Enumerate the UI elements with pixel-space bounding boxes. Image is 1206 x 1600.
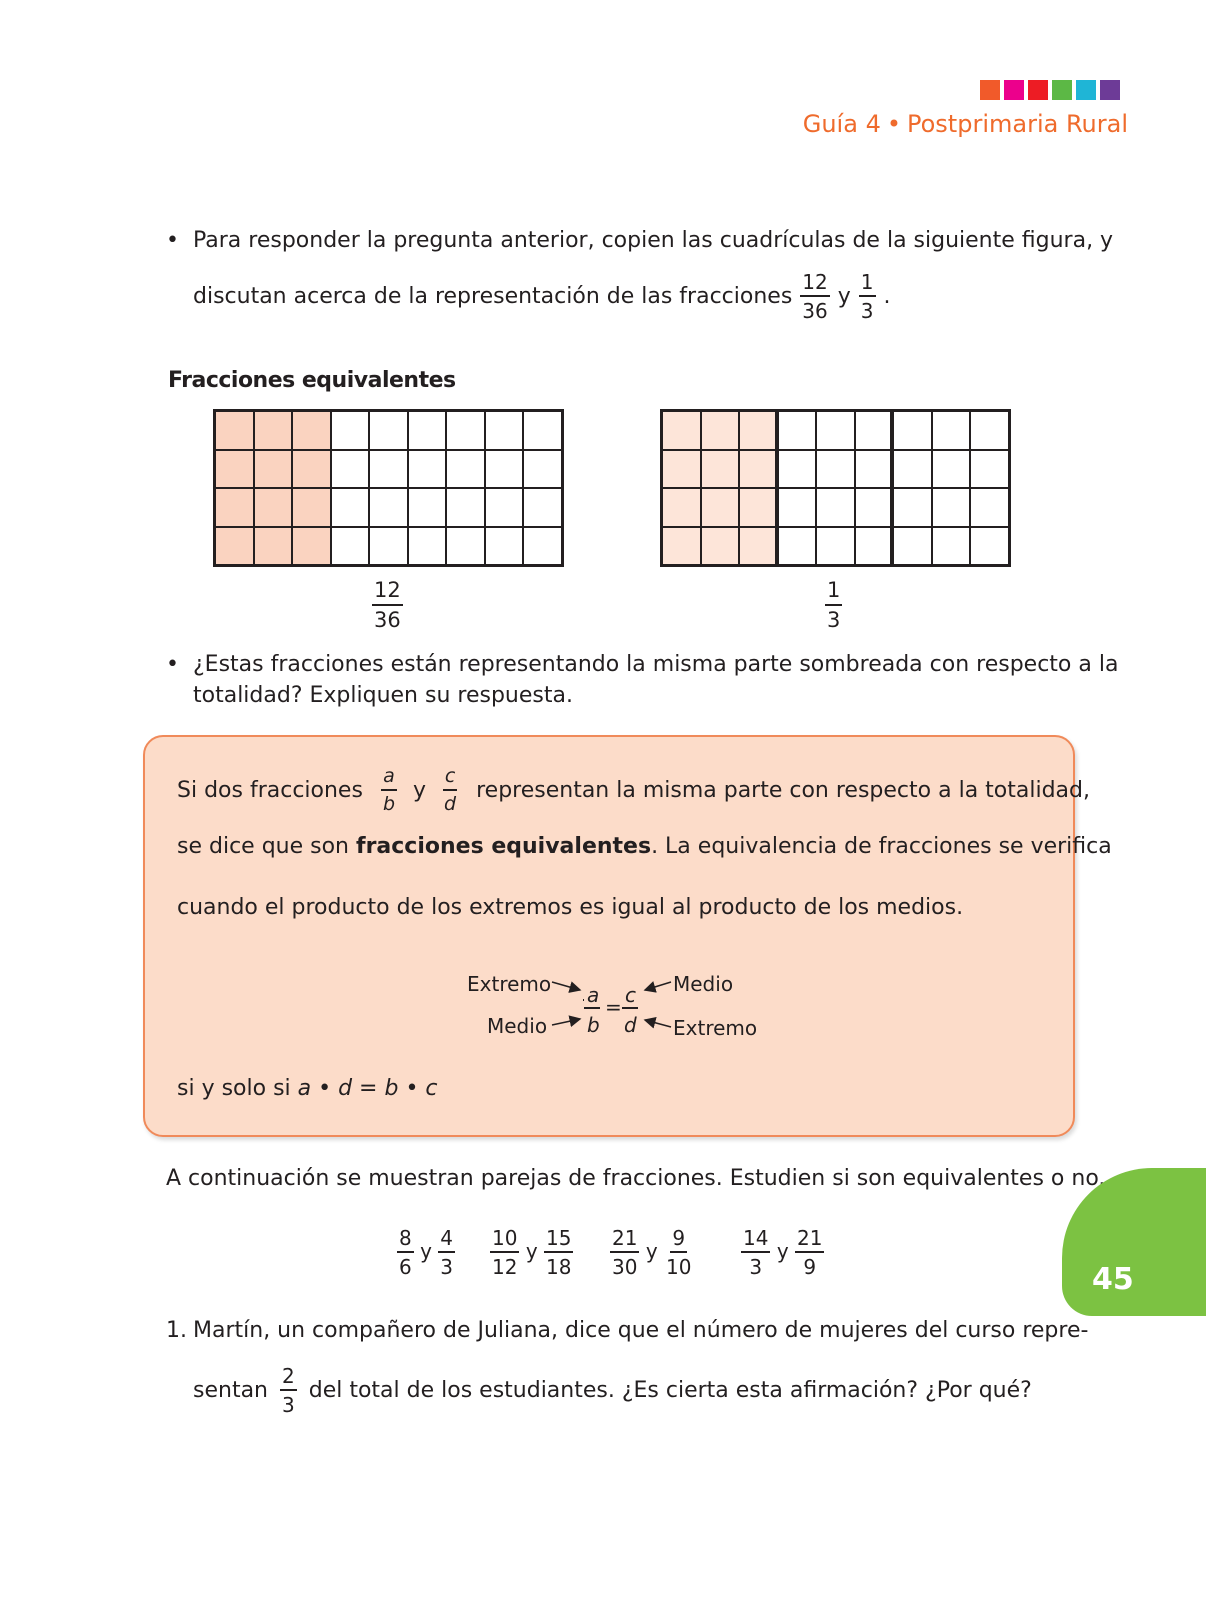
grid-cell-shaded: [215, 450, 254, 489]
question-line-2: totalidad? Expliquen su respuesta.: [193, 683, 573, 708]
color-block-purple: [1100, 80, 1120, 100]
grid-cell-shaded: [739, 450, 778, 489]
fraction-numerator: 15: [544, 1228, 573, 1253]
grid-cell: [331, 488, 370, 527]
grid-cell: [446, 450, 485, 489]
grid-cell: [523, 527, 562, 566]
fraction: [610, 1228, 639, 1277]
label-medio-bottom: Medio: [487, 1014, 548, 1038]
pair-2: [490, 1228, 573, 1277]
arrow-medio-to-c: [645, 982, 671, 990]
grid-cell: [408, 527, 447, 566]
pair-4: [741, 1228, 824, 1277]
pairs-intro: A continuación se muestran parejas de fracciones. Estudien si son equivalentes o no.: [166, 1166, 1106, 1191]
grid-cell-shaded: [701, 411, 740, 450]
color-block-cyan: [1076, 80, 1096, 100]
intro-end-period: .: [883, 283, 891, 309]
fraction-denominator: 3: [827, 608, 841, 632]
bullet-dot: •: [166, 652, 179, 677]
condition-formula: a • d = b • c: [297, 1076, 438, 1101]
grid-cell: [523, 411, 562, 450]
grid-cell: [369, 488, 408, 527]
fraction-numerator: 1: [859, 272, 876, 297]
diagram-b: b: [587, 1013, 600, 1037]
color-block-orange: [980, 80, 1000, 100]
exercise-line-2-suffix: del total de los estudiantes. ¿Es cierta esta afirmación? ¿Por qué?: [308, 1377, 1032, 1403]
conjunction: y: [645, 1239, 658, 1263]
grid-cell: [778, 488, 817, 527]
grid-cell: [970, 488, 1009, 527]
color-block-red: [1028, 80, 1048, 100]
diagram-equals: =: [605, 995, 622, 1019]
grid-cell: [893, 527, 932, 566]
grid-cell-shaded: [662, 488, 701, 527]
fraction-denominator: 3: [860, 299, 874, 323]
fraction-numerator: 2: [280, 1366, 297, 1391]
header-guide: Guía 4: [802, 110, 881, 138]
header-separator: •: [886, 110, 901, 138]
grid-cell: [408, 450, 447, 489]
fraction-numerator: 21: [610, 1228, 639, 1253]
grid-cell-shaded: [739, 488, 778, 527]
diagram-a: a: [587, 983, 600, 1007]
fraction-numerator: 10: [490, 1228, 519, 1253]
fraction: [490, 1228, 519, 1277]
fraction-c-d: [442, 767, 458, 814]
fraction-numerator: 12: [800, 272, 829, 297]
grid-cell: [485, 488, 524, 527]
conjunction: y: [420, 1239, 432, 1263]
grid-cell: [778, 450, 817, 489]
grid-cell: [331, 411, 370, 450]
page-number: 45: [1092, 1262, 1134, 1297]
grid-cell: [446, 411, 485, 450]
fraction-1-3: [825, 580, 842, 631]
pair-3: [610, 1228, 693, 1277]
exercise-line-2: [193, 1366, 1032, 1415]
grid-cell-shaded: [662, 527, 701, 566]
definition-line-1-suffix: representan la misma parte con respecto a la totalidad,: [476, 777, 1090, 803]
definition-line-3: cuando el producto de los extremos es igual al producto de los medios.: [177, 895, 964, 920]
grid-cell: [446, 488, 485, 527]
intro-line-2: [193, 272, 891, 321]
definition-box: [143, 735, 1112, 1137]
intro-line-2-text: discutan acerca de la representación de las fracciones: [193, 283, 793, 309]
grid-label-1-3: [825, 580, 842, 631]
grid-cell: [369, 411, 408, 450]
arrow-extremo-to-a: [552, 982, 580, 990]
fraction-denominator: 36: [802, 299, 828, 323]
arrow-extremo-to-d: [645, 1020, 671, 1027]
intro-line-1: Para responder la pregunta anterior, copien las cuadrículas de la siguiente figura, y: [193, 228, 1114, 253]
grid-cell: [816, 488, 855, 527]
fraction: [664, 1228, 693, 1277]
diagram-d: d: [624, 1013, 637, 1037]
grid-cell: [855, 527, 894, 566]
label-extremo-right: Extremo: [673, 1016, 758, 1040]
diagram-c: c: [625, 983, 636, 1007]
fraction: [544, 1228, 573, 1277]
grid-cell-shaded: [701, 527, 740, 566]
question-line-1: ¿Estas fracciones están representando la misma parte sombreada con respecto a la: [193, 652, 1119, 677]
fraction-numerator: 21: [795, 1228, 824, 1253]
grid-label-12-36: [372, 580, 403, 631]
grid-cell-shaded: [292, 411, 331, 450]
grid-cell: [446, 527, 485, 566]
grid-cell-shaded: [292, 488, 331, 527]
fraction-1-3: [859, 272, 876, 321]
condition-line: [177, 1074, 438, 1104]
fraction-denominator: 36: [374, 608, 401, 632]
grid-cell: [408, 488, 447, 527]
fraction-numerator: a: [381, 767, 397, 791]
fraction-denominator: 30: [612, 1255, 638, 1279]
fraction-a-b: [381, 767, 397, 814]
fraction-2-3: [280, 1366, 297, 1415]
fraction: [741, 1228, 770, 1277]
definition-line-1-prefix: Si dos fracciones: [177, 777, 363, 803]
grid-cell: [523, 450, 562, 489]
grid-cell: [970, 527, 1009, 566]
conjunction: y: [776, 1239, 789, 1263]
fraction-denominator: 6: [399, 1255, 412, 1279]
grid-cell: [331, 450, 370, 489]
definition-line-2-suffix: . La equivalencia de fracciones se verifica: [651, 834, 1112, 859]
grid-cell-shaded: [292, 450, 331, 489]
color-block-green: [1052, 80, 1072, 100]
exercise-line-2-prefix: sentan: [193, 1377, 268, 1403]
fraction-denominator: 3: [282, 1393, 295, 1417]
fraction-numerator: 4: [438, 1228, 455, 1253]
grid-cell: [485, 411, 524, 450]
grid-cell: [932, 527, 971, 566]
grid-cell: [932, 488, 971, 527]
grid-cell: [485, 450, 524, 489]
fraction-denominator: 9: [803, 1255, 817, 1279]
grid-cell-shaded: [662, 411, 701, 450]
grid-cell: [778, 527, 817, 566]
fraction-denominator: 10: [666, 1255, 692, 1279]
fraction: [438, 1228, 455, 1277]
header-program: Postprimaria Rural: [907, 110, 1128, 138]
grid-cell: [893, 450, 932, 489]
definition-line-2-prefix: se dice que son: [177, 834, 349, 859]
fraction-numerator: 9: [670, 1228, 687, 1253]
grid-cell-shaded: [739, 527, 778, 566]
grid-cell: [778, 411, 817, 450]
label-medio-right: Medio: [673, 972, 734, 996]
fraction-denominator: 3: [749, 1255, 763, 1279]
definition-line-1: [177, 767, 1090, 814]
conjunction: y: [837, 283, 851, 309]
grid-cell-shaded: [254, 411, 293, 450]
grid-cell-shaded: [215, 488, 254, 527]
fraction-numerator: 14: [741, 1228, 770, 1253]
fraction-12-36: [800, 272, 829, 321]
grid-cell: [970, 411, 1009, 450]
grid-cell: [485, 527, 524, 566]
grid-1-3: [660, 409, 1011, 567]
definition-line-2: [177, 832, 1112, 862]
grid-cell: [970, 450, 1009, 489]
grid-cell: [523, 488, 562, 527]
fraction-numerator: c: [443, 767, 457, 791]
grid-cell: [893, 488, 932, 527]
grid-cell-shaded: [662, 450, 701, 489]
header-title: [803, 110, 1128, 138]
grid-cell-shaded: [215, 527, 254, 566]
fraction-denominator: 3: [440, 1255, 454, 1279]
grid-cell-shaded: [701, 488, 740, 527]
label-extremo-top: Extremo: [467, 972, 552, 996]
fraction: [795, 1228, 824, 1277]
grid-cell: [408, 411, 447, 450]
grid-12-36: [213, 409, 564, 567]
grid-cell-shaded: [292, 527, 331, 566]
grid-cell-shaded: [701, 450, 740, 489]
grid-cell: [816, 411, 855, 450]
grid-cell: [893, 411, 932, 450]
conjunction: y: [413, 777, 427, 803]
grid-cell-shaded: [254, 450, 293, 489]
fraction-12-36: [372, 580, 403, 631]
fraction-denominator: b: [382, 793, 395, 815]
grid-cell-shaded: [254, 488, 293, 527]
fraction-denominator: 12: [492, 1255, 518, 1279]
grid-cell: [816, 527, 855, 566]
grid-cell-shaded: [254, 527, 293, 566]
color-block-magenta: [1004, 80, 1024, 100]
proportion-arrows: [435, 977, 735, 1057]
fraction-denominator: d: [444, 793, 457, 815]
grid-cell: [932, 450, 971, 489]
grid-cell: [855, 450, 894, 489]
section-title: Fracciones equivalentes: [168, 368, 456, 393]
grid-cell: [932, 411, 971, 450]
grid-cell: [369, 527, 408, 566]
fraction-numerator: 12: [372, 580, 403, 606]
arrow-medio-to-b: [552, 1019, 580, 1025]
grid-cell: [855, 488, 894, 527]
grid-cell: [816, 450, 855, 489]
exercise-line-1: Martín, un compañero de Juliana, dice que el número de mujeres del curso repre-: [193, 1318, 1089, 1343]
conjunction: y: [525, 1239, 538, 1263]
fraction-numerator: 1: [825, 580, 842, 606]
grid-cell: [369, 450, 408, 489]
grid-cell: [331, 527, 370, 566]
grid-cell: [855, 411, 894, 450]
exercise-number: 1.: [166, 1318, 187, 1343]
condition-prefix: si y solo si: [177, 1076, 291, 1101]
definition-term: fracciones equivalentes: [356, 834, 652, 859]
fraction: [397, 1228, 414, 1277]
bullet-dot: •: [166, 228, 179, 253]
pair-1: [397, 1228, 455, 1277]
fraction-numerator: 8: [397, 1228, 414, 1253]
fraction-denominator: 18: [546, 1255, 572, 1279]
header-color-blocks: [980, 80, 1120, 100]
grid-cell-shaded: [215, 411, 254, 450]
grid-cell-shaded: [739, 411, 778, 450]
